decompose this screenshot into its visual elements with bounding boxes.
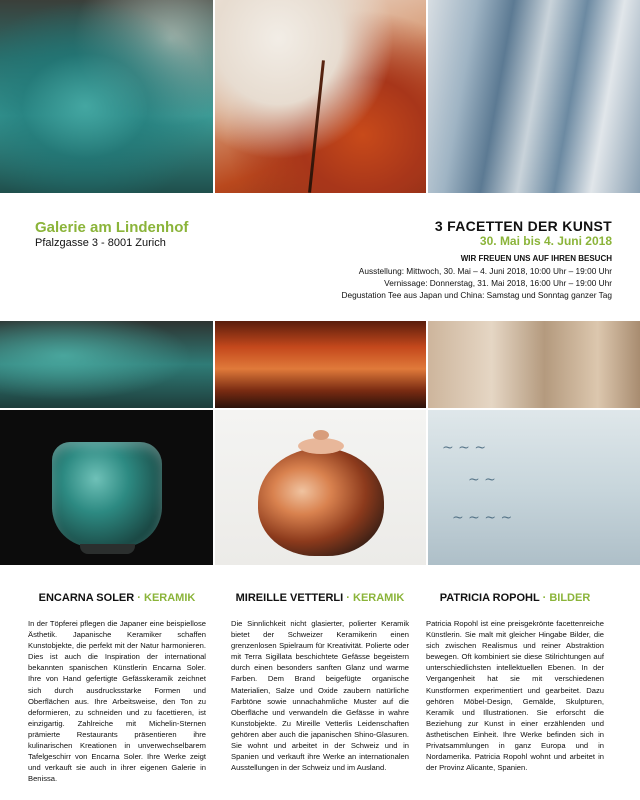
exhibition-schedule-line: Ausstellung: Mittwoch, 30. Mai – 4. Juni 2018, 10:00 Uhr – 19:00 Uhr bbox=[358, 266, 612, 276]
artist-name: MIREILLE VETTERLI bbox=[235, 592, 344, 604]
artist-bio: In der Töpferei pflegen die Japaner eine beispiellose Ästhetik. Japanische Keramiker schaffen Kunstobjekte, die perfekt mit der Natur harmonieren. Dies ist auch die Inspiration der international bekannten spanischen Künstlerin Encarna Soler. Ihre von Hand gefertigte Gefässkeramik zeichnet sich durch ausdrucksstarke Formen und Oberflächen aus. Ihre Arbeitsweise, den Ton zu deformieren, zu schneiden und zu facettieren, ist einzigartig. Zahlreiche mit Michelin-Sternen prämierte Restaurants präsentieren ihre kulinarischen Kreationen in unverwechselbarem Tafelgeschirr von Encarna Soler. Ihre Werke zeigt und verkauft sie auch in ihrer eigenen Galerie in Benissa. bbox=[28, 619, 206, 784]
exhibition-welcome: WIR FREUEN UNS AUF IHREN BESUCH bbox=[460, 254, 612, 263]
tea-tasting-line: Degustation Tee aus Japan und China: Samstag und Sonntag ganzer Tag bbox=[341, 290, 612, 300]
artist-column bbox=[231, 592, 409, 773]
separator-dot: · bbox=[346, 592, 350, 604]
artist-heading bbox=[231, 592, 409, 604]
gallery-address: Pfalzgasse 3 - 8001 Zurich bbox=[35, 237, 166, 249]
artist-heading bbox=[28, 592, 206, 604]
artist-heading bbox=[426, 592, 604, 604]
artist-discipline: KERAMIK bbox=[144, 592, 196, 604]
jar-knob bbox=[313, 430, 329, 440]
photo-orange-terra-sigillata-surface bbox=[215, 0, 426, 193]
exhibition-title: 3 FACETTEN DER KUNST bbox=[434, 218, 612, 234]
photo-blue-abstract-painting bbox=[428, 0, 640, 193]
crack-line bbox=[308, 60, 325, 193]
artist-bio: Patricia Ropohl ist eine preisgekrönte facettenreiche Künstlerin. Sie malt mit gleicher Hingabe Bilder, die sich zwischen Realismus und reiner Abstraktion bewegen. Oft kombiniert sie diese Stilrichtungen auf unterschiedlichsten intellektuellen Ebenen. In der Vergangenheit hat sie mit verschiedenen Kunstformen experimentiert und gearbeitet. Dazu gehören Möbel-Design, Gemälde, Skulpturen, Keramik und Illustrationen. Sie erforscht die Beziehung zur Kunst in einer erzählenden und ästhetischen Einheit. Ihre Werke befinden sich in Privatsammlungen in ganz Europa und in Nordamerika. Patricia Ropohl wohnt und arbeitet in der Provinz Alicante, Spanien. bbox=[426, 619, 604, 773]
artist-bio: Die Sinnlichkeit nicht glasierter, polierter Keramik bietet der Schweizer Keramikerin einen grenzenlosen Spielraum für Kreativität. Polierte oder mit Terra Sigillata beschichtete Gefässe begeistern durch einen besonders sanften Glanz und warme Farben. Dem Brand beigefügte organische Materialien, Salze und Oxide zaubern natürliche Farbtöne sowie unnachahmliche Muster auf die Oberfläche und verwandeln die Gefässe in wahre Kunstobjekte. Zu Mireille Vetterlis Leidenschaften gehören aber auch die japanischen Shino-Glasuren. Sie wohnt und arbeitet in der Schweiz und in Spanien und verkauft ihre Werke an internationalen Ausstellungen in der Schweiz und im Ausland. bbox=[231, 619, 409, 773]
photo-turquoise-raku-glaze bbox=[0, 0, 213, 193]
jar-body bbox=[258, 448, 384, 556]
artist-name: PATRICIA ROPOHL bbox=[439, 592, 540, 604]
jar-lid bbox=[298, 438, 344, 454]
separator-dot: · bbox=[137, 592, 141, 604]
painted-script-stroke: ~ ~ ~ bbox=[442, 440, 487, 456]
exhibition-dates: 30. Mai bis 4. Juni 2018 bbox=[479, 234, 612, 248]
photo-turquoise-tea-bowl bbox=[0, 410, 213, 565]
photo-fired-orange-rim-detail bbox=[215, 321, 426, 408]
artist-discipline: BILDER bbox=[549, 592, 591, 604]
painted-script-stroke: ~ ~ ~ ~ bbox=[452, 510, 513, 526]
vernissage-schedule-line: Vernissage: Donnerstag, 31. Mai 2018, 16:00 Uhr – 19:00 Uhr bbox=[384, 278, 612, 288]
photo-beige-painting-detail bbox=[428, 321, 640, 408]
painted-script-stroke: ~ ~ bbox=[468, 472, 496, 488]
artist-column bbox=[426, 592, 604, 773]
separator-dot: · bbox=[542, 592, 547, 604]
photo-script-painting bbox=[428, 410, 640, 565]
gallery-name: Galerie am Lindenhof bbox=[35, 219, 189, 236]
tea-bowl-shape bbox=[52, 442, 162, 547]
artist-name: ENCARNA SOLER bbox=[38, 592, 135, 604]
artist-discipline: KERAMIK bbox=[353, 592, 405, 604]
artist-column bbox=[28, 592, 206, 784]
photo-turquoise-glaze-detail bbox=[0, 321, 213, 408]
photo-lidded-raku-jar bbox=[215, 410, 426, 565]
tea-bowl-foot bbox=[80, 544, 135, 554]
